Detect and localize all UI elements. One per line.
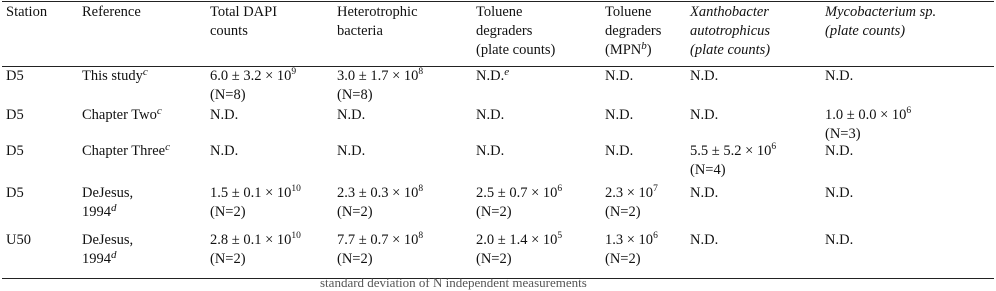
sample-count: (N=8) bbox=[210, 87, 246, 103]
column-header-line: degraders bbox=[476, 23, 533, 39]
value-line bbox=[210, 184, 301, 203]
footnote-marker: d bbox=[111, 202, 117, 214]
station-cell: D5 bbox=[6, 107, 24, 123]
reference-cell bbox=[82, 142, 170, 161]
value-text: 1.0 ± 0.0 × 10 bbox=[825, 107, 907, 123]
value-line bbox=[690, 184, 718, 203]
value-text: N.D. bbox=[337, 143, 366, 159]
value-cell bbox=[337, 142, 365, 161]
value-text: N.D. bbox=[210, 107, 239, 123]
value-cell bbox=[825, 67, 853, 86]
column-header bbox=[605, 3, 661, 60]
value-line bbox=[210, 142, 238, 161]
exponent: 5 bbox=[557, 231, 563, 241]
reference-line bbox=[82, 231, 133, 250]
sample-count: (N=2) bbox=[337, 204, 373, 220]
value-text: 7.7 ± 0.7 × 10 bbox=[337, 232, 419, 248]
value-line bbox=[605, 231, 658, 250]
value-line bbox=[825, 142, 853, 161]
value-line bbox=[337, 142, 365, 161]
value-cell bbox=[210, 106, 238, 125]
column-header-line: Total DAPI bbox=[210, 4, 278, 20]
value-cell bbox=[210, 184, 301, 222]
value-line bbox=[476, 184, 562, 203]
value-line bbox=[476, 142, 504, 161]
sample-count: (N=2) bbox=[210, 251, 246, 267]
exponent: 8 bbox=[418, 231, 424, 241]
reference-cell bbox=[82, 231, 133, 269]
column-header-line: (plate counts) bbox=[825, 23, 906, 39]
value-cell bbox=[605, 231, 658, 269]
reference-text: 1994 bbox=[82, 204, 111, 220]
reference-line bbox=[82, 106, 162, 125]
column-header-line: Xanthobacter bbox=[690, 4, 769, 20]
value-line bbox=[337, 184, 423, 203]
column-header-text: ) bbox=[646, 42, 652, 58]
exponent: 6 bbox=[557, 184, 563, 194]
value-text: 5.5 ± 5.2 × 10 bbox=[690, 143, 772, 159]
value-text: N.D. bbox=[690, 232, 719, 248]
reference-line bbox=[82, 67, 148, 86]
value-line bbox=[690, 67, 718, 86]
station-cell: D5 bbox=[6, 185, 24, 201]
reference-cell bbox=[82, 184, 133, 222]
value-cell bbox=[605, 106, 633, 125]
column-header-line: Heterotrophic bbox=[337, 4, 418, 20]
footnote-marker: c bbox=[165, 141, 170, 153]
value-text: 2.3 × 10 bbox=[605, 185, 654, 201]
footnote-marker: b bbox=[641, 40, 647, 52]
value-cell bbox=[210, 67, 296, 105]
value-cell bbox=[605, 184, 658, 222]
value-cell bbox=[690, 106, 718, 125]
station-cell: D5 bbox=[6, 143, 24, 159]
value-cell bbox=[605, 142, 633, 161]
value-line bbox=[210, 67, 296, 86]
column-header bbox=[337, 3, 418, 41]
value-text: N.D. bbox=[825, 68, 854, 84]
sample-count: (N=2) bbox=[605, 251, 641, 267]
column-header-line: Mycobacterium sp. bbox=[825, 4, 937, 20]
reference-text: Chapter Three bbox=[82, 143, 166, 159]
value-text: 3.0 ± 1.7 × 10 bbox=[337, 68, 419, 84]
reference-text: This study bbox=[82, 68, 143, 84]
column-header-line: bacteria bbox=[337, 23, 383, 39]
value-text: N.D. bbox=[690, 68, 719, 84]
value-text: N.D. bbox=[337, 107, 366, 123]
value-line bbox=[605, 67, 633, 86]
value-line bbox=[337, 67, 423, 86]
sample-count: (N=2) bbox=[337, 251, 373, 267]
exponent: 6 bbox=[653, 231, 658, 241]
column-header-line: (plate counts) bbox=[476, 42, 556, 58]
value-text: 2.0 ± 1.4 × 10 bbox=[476, 232, 558, 248]
column-header bbox=[82, 3, 141, 22]
value-cell bbox=[210, 142, 238, 161]
column-header-line: (plate counts) bbox=[690, 42, 771, 58]
value-line bbox=[825, 231, 853, 250]
column-header-line: Reference bbox=[82, 4, 141, 20]
reference-text: 1994 bbox=[82, 251, 111, 267]
value-line bbox=[690, 142, 776, 161]
footnote-marker: c bbox=[142, 66, 148, 78]
value-text: N.D. bbox=[605, 107, 634, 123]
sample-count: (N=2) bbox=[476, 204, 512, 220]
reference-text: Chapter Two bbox=[82, 107, 157, 123]
value-cell bbox=[690, 67, 718, 86]
exponent: 6 bbox=[906, 106, 912, 116]
footnote-marker: c bbox=[156, 105, 162, 117]
footnote-cut-off bbox=[0, 275, 996, 290]
value-line bbox=[337, 106, 365, 125]
value-line bbox=[476, 231, 562, 250]
value-cell bbox=[690, 231, 718, 250]
value-cell bbox=[337, 184, 423, 222]
column-header bbox=[690, 3, 770, 60]
value-cell bbox=[476, 106, 504, 125]
value-text: N.D. bbox=[825, 143, 854, 159]
value-line bbox=[337, 231, 423, 250]
sample-count: (N=8) bbox=[337, 87, 373, 103]
reference-cell bbox=[82, 106, 162, 125]
column-header-line: Station bbox=[6, 4, 48, 20]
column-header-line: Toluene bbox=[476, 4, 523, 20]
value-cell bbox=[337, 67, 423, 105]
column-header-line: Toluene bbox=[605, 4, 652, 20]
column-header bbox=[210, 3, 277, 41]
exponent: 8 bbox=[418, 184, 424, 194]
sample-count: (N=2) bbox=[210, 204, 246, 220]
column-header bbox=[825, 3, 936, 41]
value-cell bbox=[825, 142, 853, 161]
column-header bbox=[6, 3, 47, 22]
value-cell bbox=[476, 231, 562, 269]
reference-text: DeJesus, bbox=[82, 232, 134, 248]
value-line bbox=[476, 67, 509, 86]
value-text: N.D. bbox=[476, 107, 505, 123]
value-line bbox=[605, 106, 633, 125]
reference-cell bbox=[82, 67, 148, 86]
exponent: 10 bbox=[291, 184, 301, 194]
value-text: N.D. bbox=[825, 232, 854, 248]
column-header-line bbox=[605, 41, 661, 60]
value-cell bbox=[690, 184, 718, 203]
value-line bbox=[825, 67, 853, 86]
value-line bbox=[210, 231, 301, 250]
value-line bbox=[476, 106, 504, 125]
exponent: 7 bbox=[653, 184, 658, 194]
value-line bbox=[690, 106, 718, 125]
sample-count: (N=2) bbox=[476, 251, 512, 267]
value-line bbox=[825, 184, 853, 203]
value-line bbox=[605, 142, 633, 161]
value-cell bbox=[337, 106, 365, 125]
sample-count: (N=3) bbox=[825, 126, 861, 142]
value-text: N.D. bbox=[476, 143, 505, 159]
column-header-line: degraders bbox=[605, 23, 662, 39]
footnote-marker: d bbox=[111, 249, 117, 261]
value-text: N.D. bbox=[210, 143, 239, 159]
exponent: 10 bbox=[291, 231, 301, 241]
exponent: 9 bbox=[291, 67, 297, 77]
station-cell: U50 bbox=[6, 232, 31, 248]
value-cell bbox=[605, 67, 633, 86]
exponent: 6 bbox=[771, 142, 777, 152]
value-line bbox=[690, 231, 718, 250]
column-header-line: counts bbox=[210, 23, 248, 39]
footnote-text: standard deviation of N independent measurements bbox=[320, 275, 587, 290]
value-cell bbox=[210, 231, 301, 269]
value-cell bbox=[476, 67, 509, 86]
value-cell bbox=[825, 106, 911, 144]
value-cell bbox=[825, 184, 853, 203]
reference-text: DeJesus, bbox=[82, 185, 134, 201]
reference-line bbox=[82, 184, 133, 203]
value-text: N.D. bbox=[605, 68, 634, 84]
value-text: N.D. bbox=[825, 185, 854, 201]
sample-count: (N=4) bbox=[690, 162, 726, 178]
value-text: N.D. bbox=[476, 68, 505, 84]
value-cell bbox=[337, 231, 423, 269]
reference-line bbox=[82, 250, 133, 269]
value-text: 1.3 × 10 bbox=[605, 232, 654, 248]
value-line bbox=[210, 106, 238, 125]
value-cell bbox=[476, 184, 562, 222]
footnote-marker: e bbox=[504, 66, 510, 78]
value-cell bbox=[690, 142, 776, 180]
column-header-text: (MPN bbox=[605, 42, 642, 58]
value-text: 6.0 ± 3.2 × 10 bbox=[210, 68, 292, 84]
value-cell bbox=[476, 142, 504, 161]
sample-count: (N=2) bbox=[605, 204, 641, 220]
column-header bbox=[476, 3, 555, 60]
value-line bbox=[825, 106, 911, 125]
reference-line bbox=[82, 142, 170, 161]
station-cell: D5 bbox=[6, 68, 24, 84]
reference-line bbox=[82, 203, 133, 222]
value-text: 2.5 ± 0.7 × 10 bbox=[476, 185, 558, 201]
value-text: 2.3 ± 0.3 × 10 bbox=[337, 185, 419, 201]
value-text: 1.5 ± 0.1 × 10 bbox=[210, 185, 292, 201]
value-text: N.D. bbox=[690, 185, 719, 201]
value-line bbox=[605, 184, 658, 203]
exponent: 8 bbox=[418, 67, 424, 77]
column-header-line: autotrophicus bbox=[690, 23, 771, 39]
value-text: N.D. bbox=[605, 143, 634, 159]
top-rule bbox=[2, 1, 994, 2]
value-text: N.D. bbox=[690, 107, 719, 123]
value-text: 2.8 ± 0.1 × 10 bbox=[210, 232, 292, 248]
value-cell bbox=[825, 231, 853, 250]
